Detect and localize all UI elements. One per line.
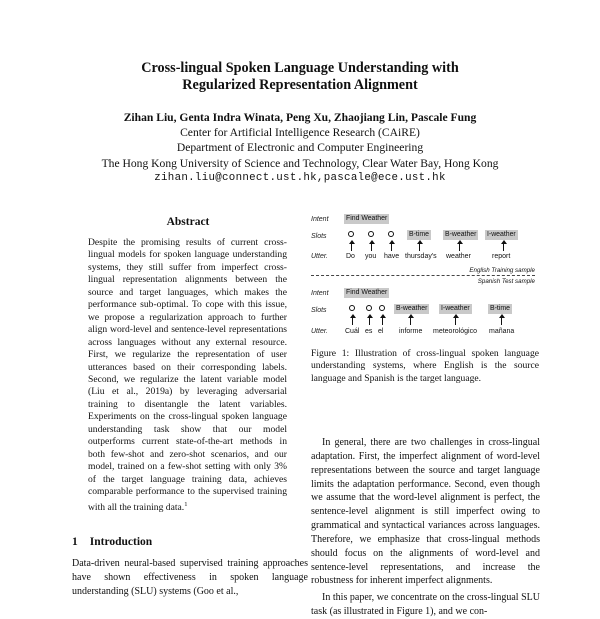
introduction-heading [72, 536, 164, 548]
introduction-text: Data-driven neural-based supervised training approaches have shown effectiveness in spoken language understanding (SLU) systems (Goo et al., [72, 558, 308, 597]
arrow-icon [419, 243, 420, 251]
title-line-1: Cross-lingual Spoken Language Understanding with [141, 60, 459, 76]
arrow-icon [391, 243, 392, 251]
author-emails: zihan.liu@connect.ust.hk,pascale@ece.ust.hk [154, 171, 446, 184]
footnote-marker: 1 [184, 500, 188, 508]
spanish-intent-tag: Find Weather [346, 289, 388, 296]
row-label-intent: Intent [311, 290, 329, 297]
row-label-slots: Slots [311, 233, 327, 240]
english-slot-i-weather: I-weather [487, 231, 516, 238]
english-slot-o-1 [348, 231, 354, 237]
english-intent-tag: Find Weather [346, 215, 388, 222]
row-label-intent: Intent [311, 216, 329, 223]
author-names: Zihan Liu, Genta Indra Winata, Peng Xu, Zhaojiang Lin, Pascale Fung [123, 111, 477, 124]
english-word: have [384, 253, 400, 260]
spanish-word: informe [399, 328, 423, 335]
row-label-utter: Utter. [311, 328, 328, 335]
arrow-icon [455, 317, 456, 325]
paragraph: In this paper, we concentrate on the cross-lingual SLU task (as illustrated in Figure 1), and we con- [311, 592, 540, 618]
right-column-text [311, 436, 540, 619]
spanish-slot-b-time: B-time [490, 305, 510, 312]
affiliation-1: Center for Artificial Intelligence Research (CAiRE) [180, 126, 420, 140]
english-sample-label: English Training sample [469, 267, 535, 274]
arrow-icon [501, 317, 502, 325]
spanish-slot-i-weather: I-weather [441, 305, 470, 312]
row-label-utter: Utter. [311, 253, 328, 260]
english-word: you [365, 253, 377, 260]
arrow-icon [369, 317, 370, 325]
spanish-slot-b-weather: B-weather [396, 305, 428, 312]
affiliation-2: Department of Electronic and Computer Engineering [176, 141, 424, 155]
english-slot-b-weather: B-weather [445, 231, 477, 238]
row-label-slots: Slots [311, 307, 327, 314]
abstract-body: Despite the promising results of current cross-lingual models for spoken language understanding systems, they still suffer from imperfect cross-lingual representation alignments between the source and target languages, which makes the performance sub-optimal. To cope with this issue, we propose a regularization approach to further align word-level and sentence-level representations across languages without any external resource. First, we regularize the representation of user utterances based on their corresponding labels. Second, we regularize the latent variable model (Liu et al., 2019a) by leveraging adversarial training to disentangle the latent variables. Experiments on the cross-lingual spoken language understanding task show that our model outperforms current state-of-the-art methods in both few-shot and zero-shot scenarios, and our model, trained on a few-shot setting with only 3% of the target language training data, achieves comparable performance to the supervised training with all the training data. [88, 237, 287, 513]
arrow-icon [410, 317, 411, 325]
paragraph: In general, there are two challenges in cross-lingual adaptation. First, the imperfect alignment of word-level representations between the source and target language limits the adaptation performance. Second, even though we assume that the word-level alignment is perfect, the sentence-level alignment is still imperfect owing to grammatical and syntactical variances across languages. Therefore, we emphasize that cross-lingual methods should focus on the alignments of word-level and sentence-level representations, and increase the robustness for inherent imperfect alignments. [311, 437, 540, 587]
arrow-icon [352, 317, 353, 325]
arrow-icon [382, 317, 383, 325]
affiliation-3: The Hong Kong University of Science and Technology, Clear Water Bay, Hong Kong [101, 156, 499, 170]
arrow-icon [459, 243, 460, 251]
spanish-slot-o-3 [379, 305, 385, 311]
section-number: 1 [72, 536, 78, 548]
spanish-word: Cuál [345, 328, 360, 335]
sample-divider [311, 275, 535, 276]
abstract-heading: Abstract [166, 216, 210, 228]
paper-title [0, 60, 600, 94]
english-word: Do [346, 253, 355, 260]
figure-1 [311, 212, 541, 340]
english-word: weather [446, 253, 471, 260]
spanish-word: el [378, 328, 384, 335]
author-block [0, 110, 600, 186]
title-line-2: Regularized Representation Alignment [182, 77, 418, 93]
spanish-word: meteorológico [433, 328, 477, 335]
spanish-slot-o-2 [366, 305, 372, 311]
section-title: Introduction [89, 536, 153, 548]
english-word: report [492, 253, 511, 260]
arrow-icon [503, 243, 504, 251]
spanish-slot-o-1 [349, 305, 355, 311]
figure-caption: Figure 1: Illustration of cross-lingual spoken language understanding systems, where English is the source language and Spanish is the target language. [311, 348, 539, 384]
abstract-text [88, 237, 287, 514]
english-slot-o-3 [388, 231, 394, 237]
arrow-icon [351, 243, 352, 251]
english-slot-b-time: B-time [409, 231, 429, 238]
arrow-icon [371, 243, 372, 251]
english-slot-o-2 [368, 231, 374, 237]
spanish-sample-label: Spanish Test sample [477, 278, 535, 285]
spanish-word: es [365, 328, 373, 335]
spanish-word: mañana [489, 328, 515, 335]
english-word: thursday's [405, 253, 437, 260]
